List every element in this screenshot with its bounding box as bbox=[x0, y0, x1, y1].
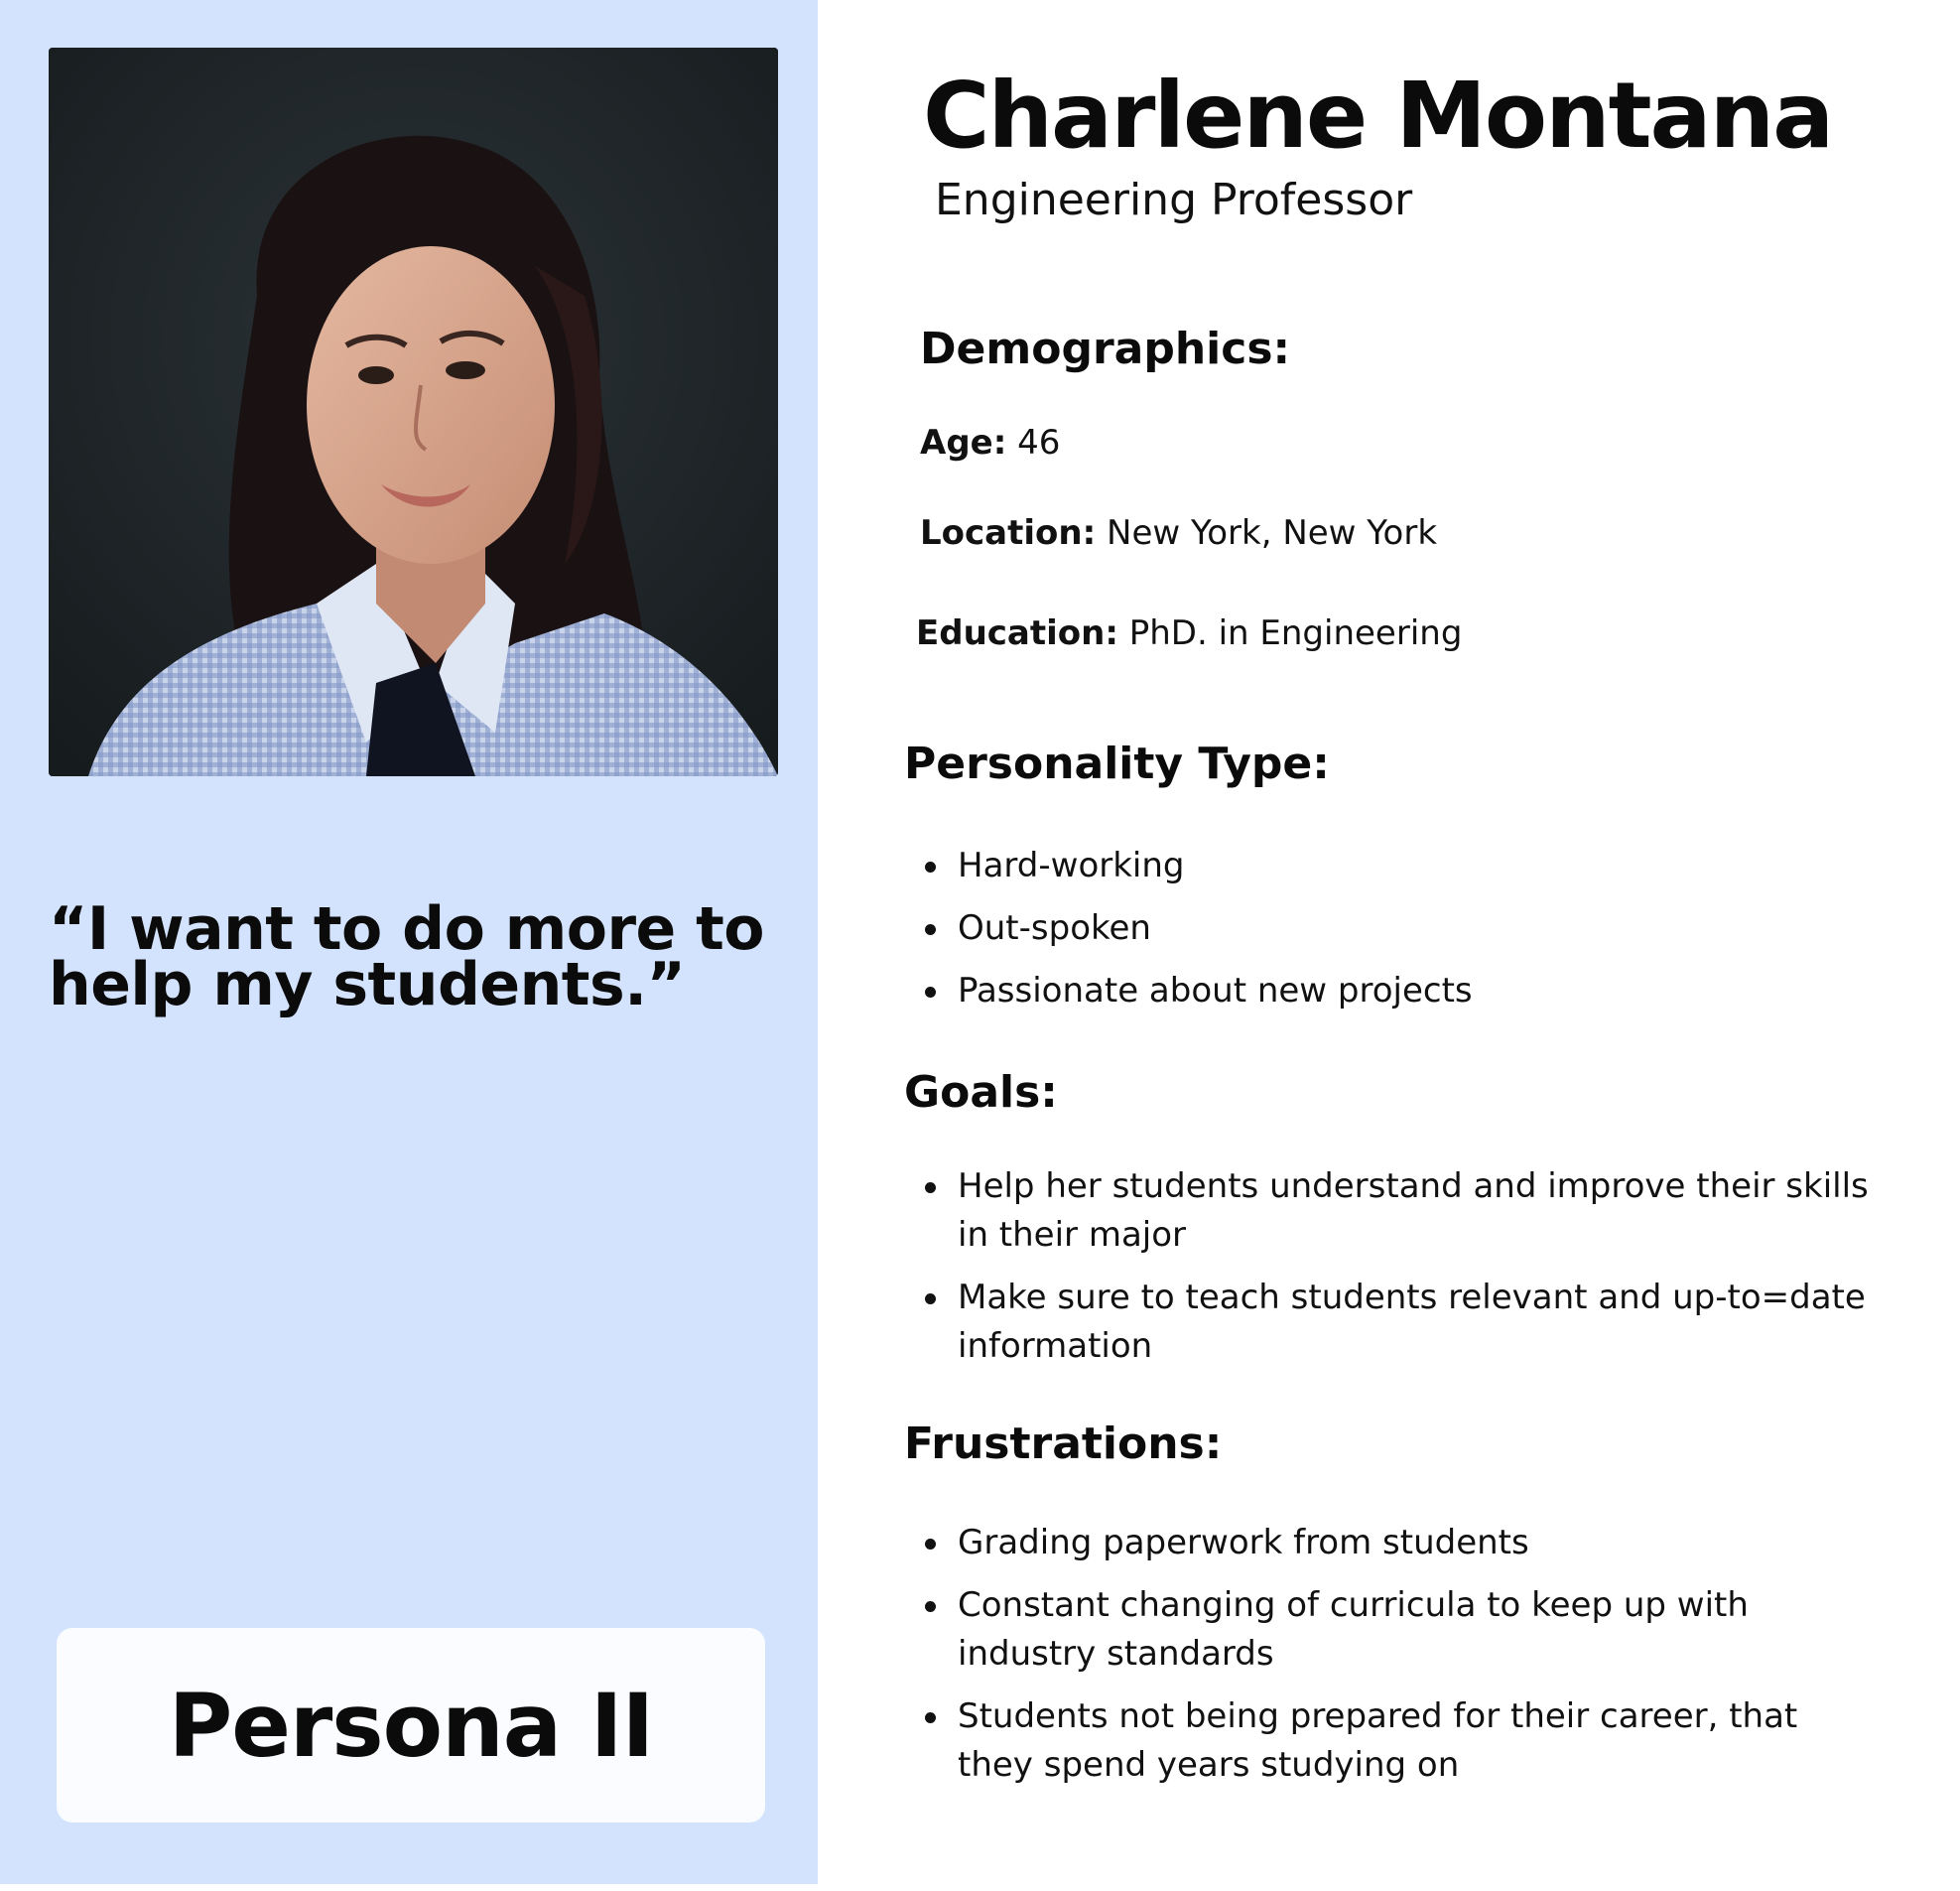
persona-label-card bbox=[57, 1628, 765, 1823]
frustrations-list bbox=[923, 1519, 1876, 1790]
persona-quote: “I want to do more to help my students.” bbox=[49, 894, 765, 1019]
bullet-icon bbox=[925, 987, 936, 998]
list-item bbox=[923, 1162, 1876, 1260]
portrait-illustration bbox=[49, 48, 778, 776]
list-item bbox=[923, 1581, 1876, 1679]
education-field bbox=[916, 612, 1462, 654]
bullet-icon bbox=[925, 924, 936, 935]
list-item bbox=[923, 904, 1876, 953]
frustrations-heading: Frustrations: bbox=[904, 1418, 1223, 1469]
location-field bbox=[920, 512, 1437, 554]
demographics-heading: Demographics: bbox=[920, 324, 1291, 374]
bullet-icon bbox=[925, 1712, 936, 1723]
location-value: New York, New York bbox=[1107, 513, 1438, 553]
persona-role: Engineering Professor bbox=[935, 175, 1413, 225]
left-panel bbox=[0, 0, 818, 1884]
list-item-text: Grading paperwork from students bbox=[958, 1523, 1529, 1562]
bullet-icon bbox=[925, 1182, 936, 1193]
goals-list bbox=[923, 1162, 1876, 1371]
bullet-icon bbox=[925, 1293, 936, 1304]
list-item-text: Students not being prepared for their career, that they spend years studying on bbox=[958, 1696, 1798, 1785]
list-item bbox=[923, 1519, 1876, 1567]
personality-list bbox=[923, 842, 1876, 1015]
list-item-text: Passionate about new projects bbox=[958, 971, 1473, 1011]
list-item-text: Hard-working bbox=[958, 846, 1185, 885]
list-item bbox=[923, 1692, 1876, 1790]
list-item-text: Make sure to teach students relevant and up-to=date information bbox=[958, 1278, 1866, 1366]
portrait-photo bbox=[49, 48, 778, 776]
personality-heading: Personality Type: bbox=[904, 739, 1330, 789]
bullet-icon bbox=[925, 1601, 936, 1612]
list-item bbox=[923, 842, 1876, 890]
age-field bbox=[920, 422, 1060, 464]
age-label: Age: bbox=[920, 423, 1007, 463]
list-item-text: Help her students understand and improve their skills in their major bbox=[958, 1166, 1869, 1255]
age-value: 46 bbox=[1017, 423, 1061, 463]
list-item-text: Out-spoken bbox=[958, 908, 1151, 948]
goals-heading: Goals: bbox=[904, 1067, 1058, 1118]
education-label: Education: bbox=[916, 613, 1118, 653]
list-item bbox=[923, 967, 1876, 1015]
bullet-icon bbox=[925, 1539, 936, 1550]
list-item-text: Constant changing of curricula to keep up with industry standards bbox=[958, 1585, 1749, 1674]
list-item bbox=[923, 1274, 1876, 1371]
education-value: PhD. in Engineering bbox=[1128, 613, 1463, 653]
persona-name: Charlene Montana bbox=[923, 63, 1833, 169]
bullet-icon bbox=[925, 862, 936, 873]
persona-label: Persona II bbox=[168, 1674, 654, 1777]
location-label: Location: bbox=[920, 513, 1097, 553]
